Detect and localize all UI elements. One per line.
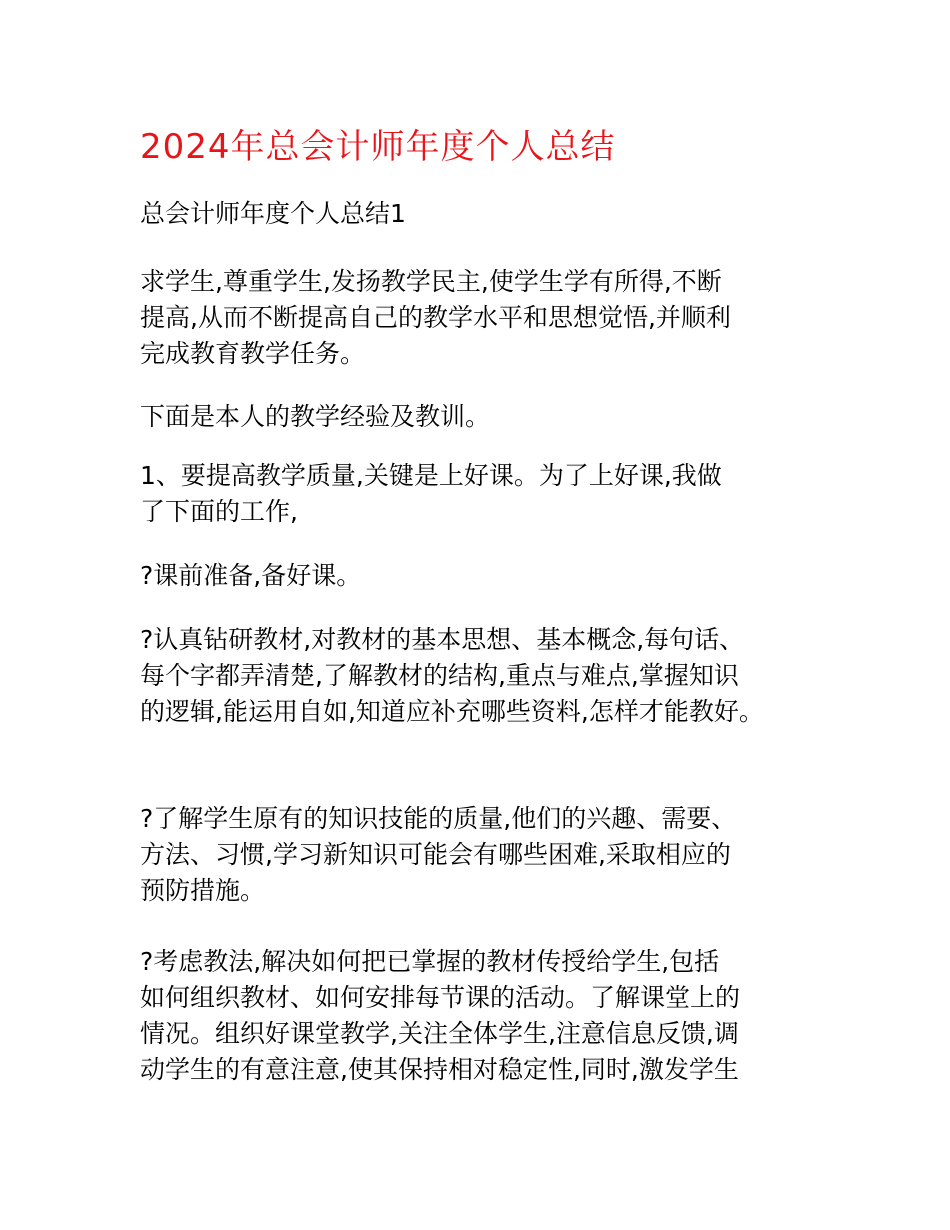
text-line: 动学生的有意注意,使其保持相对稳定性,同时,激发学生 <box>140 1055 739 1084</box>
paragraph-5 <box>140 622 840 730</box>
text-line: 下面是本人的教学经验及教训。 <box>140 402 491 431</box>
paragraph-4 <box>140 558 840 594</box>
paragraph-2 <box>140 399 840 435</box>
paragraph-6 <box>140 801 840 909</box>
text-line: 的逻辑,能运用自如,知道应补充哪些资料,怎样才能教好。 <box>140 697 764 726</box>
text-line: 提高,从而不断提高自己的教学水平和思想觉悟,并顺利 <box>140 303 731 332</box>
text-line: 预防措施。 <box>140 876 266 905</box>
text-line: 了下面的工作, <box>140 497 298 526</box>
paragraph-3 <box>140 458 840 530</box>
text-line: ?考虑教法,解决如何把已掌握的教材传授给学生,包括 <box>140 947 720 976</box>
text-line: ?认真钻研教材,对教材的基本思想、基本概念,每句话、 <box>140 625 745 654</box>
paragraph-7 <box>140 944 840 1088</box>
text-line: 如何组织教材、如何安排每节课的活动。了解课堂上的 <box>140 983 741 1012</box>
text-line: 1、要提高教学质量,关键是上好课。为了上好课,我做 <box>140 461 722 490</box>
text-line: 完成教育教学任务。 <box>140 339 366 368</box>
text-line: 情况。组织好课堂教学,关注全体学生,注意信息反馈,调 <box>140 1019 739 1048</box>
text-line: ?了解学生原有的知识技能的质量,他们的兴趣、需要、 <box>140 804 737 833</box>
document-subtitle: 总会计师年度个人总结1 <box>140 199 406 228</box>
text-line: ?课前准备,备好课。 <box>140 561 362 590</box>
text-line: 每个字都弄清楚,了解教材的结构,重点与难点,掌握知识 <box>140 661 739 690</box>
document-title: 2024年总会计师年度个人总结 <box>140 127 616 167</box>
paragraph-1 <box>140 264 840 372</box>
text-line: 方法、习惯,学习新知识可能会有哪些困难,采取相应的 <box>140 840 731 869</box>
text-line: 求学生,尊重学生,发扬教学民主,使学生学有所得,不断 <box>140 267 722 296</box>
